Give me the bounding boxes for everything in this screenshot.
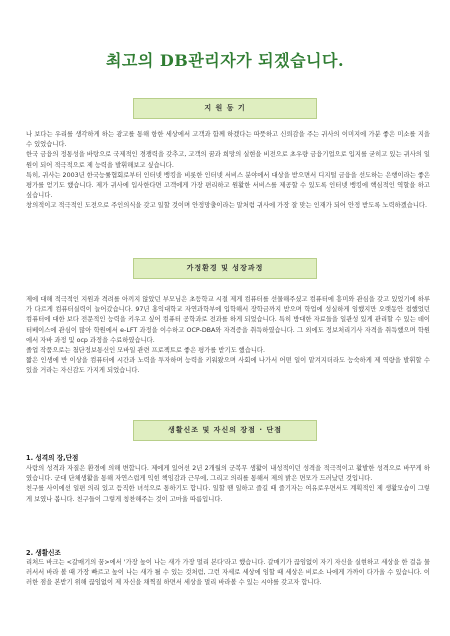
section-body-motivation: [26, 130, 430, 212]
subheading-personality: 1. 성격의 장,단점: [26, 454, 79, 462]
paragraph: 졸업 작품으로는 첨단정보통신인 모바일 관련 프로젝트로 좋은 평가를 받기도 했습니다.: [26, 347, 265, 355]
paragraph: 나 보다는 우리를 생각하게 하는 광고를 통해 항한 세상에서 고객과 함께 하겠다는 따뜻하고 신뢰감을 주는 귀사의 이미지에 가분 좋은 미소를 지을 수 있었습니다.: [26, 131, 430, 149]
paragraph: 리처드 바크는 <갈매기의 꿈>에서 '가장 높이 나는 새가 가장 멀리 본다'라고 했습니다. 갈매기가 끊임없이 자기 자신을 실현하고 세상을 한 걸음 물러서서 바라 볼 때 가장 빠르고 높이 나는 새가 될 수 있는 것처럼, 그런 자세로 세상에 임할 때 세상은 비로소 나에게 가까이 다가올 수 있습니다. 이러한 점을 본받기 위해 끊임없이 제 자신을 채찍질 하면서 세상을 멀리 바라볼 수 있는 시야를 갖고자 합니다.: [26, 559, 430, 587]
section-header-personality: 생활신조 및 자신의 장점 · 단점: [133, 420, 317, 441]
paragraph: 친구를 사이에선 일편 의리 있고 듬직한 녀석으로 통하기도 합니다. 일할 땐 일하고 즐길 때 즐기자는 여유로우면서도 계획적인 제 생활모습이 그렇게 보였나 봅니다. 친구들이 그렇게 칭찬해주는 것이 고마울 따름입니다.: [26, 485, 430, 503]
section-body-life-motto: [26, 558, 430, 589]
section-body-personality: [26, 464, 430, 505]
paragraph: 제에 대해 적극적인 지원과 격려를 아끼지 않았던 부모님은 초등학교 시절 제게 컴퓨터를 선물해주셨고 컴퓨터에 흥미와 관심을 갖고 있었기에 하루가 다르게 컴퓨터실력이 늘어갔습니다. 97년 홍익대학교 자연과학부에 입학해서 장학금까지 받으며 학업에 성실하게 임했지만 오랫동안 접했었던 컴퓨터에 대한 보다 전문적인 능력을 키우고 싶어 컴퓨터 공학과로 전과를 하게 되었습니다. 특히 방대한 자료들을 일관성 있게 관리할 수 있는 데이터베이스에 관심이 많아 학원에서 e-LFT 과정을 이수하고 OCP-DBA와 자격증을 취득하였습니다. 그 외에도 정보처리기사 자격을 취득했으며 학원에서 자바 과정 및 ocp 과정을 수료하였습니다.: [26, 296, 430, 344]
paragraph: 사람의 성격과 자질은 환경에 의해 변합니다. 제에게 있어선 2년 2개월의 군복무 생활이 내성적이던 성격을 적극적이고 활발한 성격으로 바꾸게 하였습니다. 군대 단체생활을 통해 자연스럽게 익힌 책임감과 근무에, 그리고 의리를 통해서 제의 밝은 면모가 드러났던 것입니다.: [26, 465, 430, 483]
paragraph: 한국 금융의 정통성을 바탕으로 국제적인 경쟁력을 갖추고, 고객의 꿈과 희망의 실현을 비전으로 초우량 금융기업으로 입지를 굳히고 있는 귀사의 일원이 되어 적극적으로 제 능력을 발휘해보고 싶습니다.: [26, 151, 430, 169]
paragraph: 특히, 귀사는 2003년 한국능률협회로부터 인터넷 뱅킹을 비롯한 인터넷 서비스 분야에서 대상을 받으면서 디지털 금융을 선도하는 은행이라는 좋은 평가를 얻기도 했습니다. 제가 귀사에 입사한다면 고객에게 가장 편리하고 원활한 서비스를 제공할 수 있도록 인터넷 뱅킹에 핵심적인 역할을 하고 싶습니다.: [26, 171, 430, 200]
paragraph: 짧은 인생에 반 이상을 컴퓨터에 시간과 노력을 투자하며 능력을 키워왔으며 사회에 나가서 어떤 일이 맡겨지더라도 능숙하게 제 역량을 발휘할 수 있을 거라는 자신감도 가지게 되었습니다.: [26, 357, 430, 375]
paragraph: 창의적이고 적극적인 도전으로 주인의식을 갖고 일할 것이며 안정망출이라는 말처럼 귀사에 가장 잘 맞는 인재가 되어 안정 받도록 노력하겠습니다.: [26, 202, 427, 210]
subheading-life-motto: 2. 생활신조: [26, 549, 61, 557]
section-body-background: [26, 295, 430, 377]
document-title: 최고의 DB관리자가 되겠습니다.: [105, 51, 345, 70]
section-header-motivation: 지 원 동 기: [133, 98, 317, 119]
section-header-background: 가정환경 및 성장과정: [133, 258, 317, 279]
